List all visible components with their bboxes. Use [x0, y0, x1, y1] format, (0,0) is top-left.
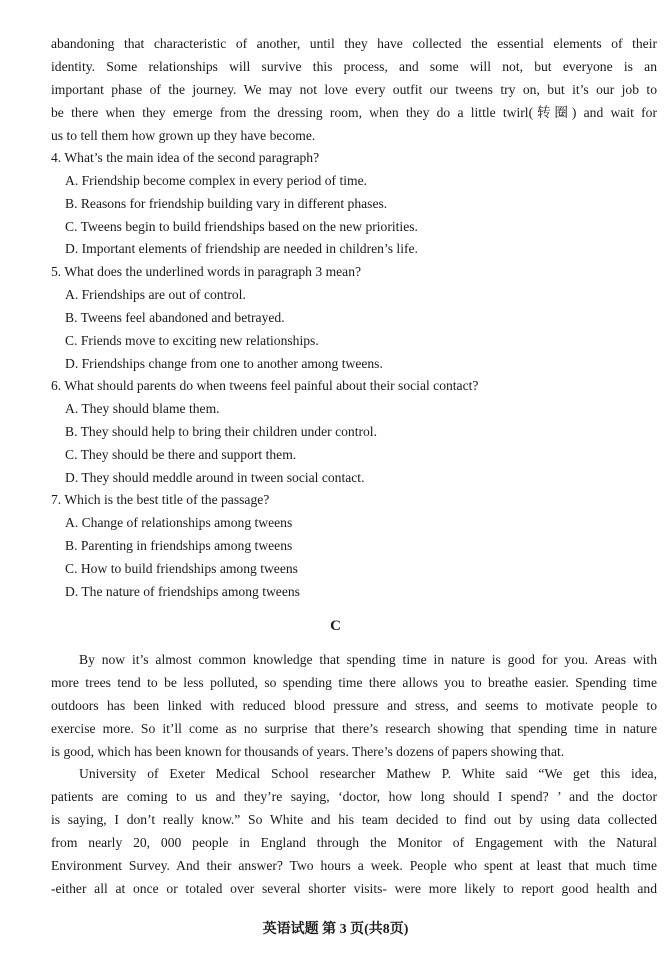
- passage-line: is saying, I don’t really know.” So White and his team decided to find out by using data collected: [51, 812, 657, 827]
- option-b: B. They should help to bring their children under control.: [65, 424, 377, 439]
- question-stem: 6. What should parents do when tweens feel painful about their social contact?: [51, 378, 479, 393]
- option-c: C. Tweens begin to build friendships based on the new priorities.: [65, 219, 418, 234]
- option-c: C. They should be there and support them.: [65, 447, 297, 462]
- passage-line: from nearly 20, 000 people in England through the Monitor of Engagement with the Natural: [51, 835, 657, 850]
- passage-line: outdoors has been linked with reduced blood pressure and stress, and seems to motivate people to: [51, 698, 657, 713]
- passage-line: more trees tend to be less polluted, so spending time there allows you to breathe easier. Spending time: [51, 675, 657, 690]
- option-d: D. Friendships change from one to another among tweens.: [65, 356, 383, 371]
- option-d: D. They should meddle around in tween social contact.: [65, 470, 365, 485]
- question-stem: 7. Which is the best title of the passage?: [51, 492, 270, 507]
- passage-line: important phase of the journey. We may not love every outfit our tweens try on, but it’s our job to: [51, 82, 657, 97]
- page-footer: 英语试题 第 3 页(共8页): [262, 922, 409, 937]
- option-d: D. The nature of friendships among tweens: [65, 584, 300, 599]
- option-b: B. Tweens feel abandoned and betrayed.: [65, 310, 285, 325]
- passage-line: abandoning that characteristic of another, until they have collected the essential elements of their: [51, 36, 657, 51]
- question-stem: 5. What does the underlined words in paragraph 3 mean?: [51, 264, 362, 279]
- option-a: A. Change of relationships among tweens: [65, 515, 293, 530]
- passage-line: is good, which has been known for thousands of years. There’s dozens of papers showing that.: [51, 744, 565, 759]
- passage-line: identity. Some relationships will survive this process, and some will not, but everyone is an: [51, 59, 657, 74]
- passage-line: By now it’s almost common knowledge that spending time in nature is good for you. Areas with: [79, 652, 657, 667]
- passage-line: Environment Survey. And their answer? Two hours a week. People who spent at least that much time: [51, 858, 657, 873]
- option-a: A. They should blame them.: [65, 401, 220, 416]
- option-d: D. Important elements of friendship are needed in children’s life.: [65, 241, 418, 256]
- option-b: B. Reasons for friendship building vary in different phases.: [65, 196, 388, 211]
- passage-line: patients are coming to us and they’re saying, ‘doctor, how long should I spend? ’ and the doctor: [51, 789, 657, 804]
- section-heading: C: [330, 618, 341, 634]
- option-a: A. Friendships are out of control.: [65, 287, 246, 302]
- passage-line: University of Exeter Medical School researcher Mathew P. White said “We get this idea,: [79, 766, 657, 781]
- option-c: C. Friends move to exciting new relationships.: [65, 333, 319, 348]
- option-c: C. How to build friendships among tweens: [65, 561, 298, 576]
- question-stem: 4. What’s the main idea of the second paragraph?: [51, 150, 320, 165]
- passage-line: exercise more. So it’ll come as no surprise that there’s research showing that spending time in nature: [51, 721, 657, 736]
- passage-line: us to tell them how grown up they have become.: [51, 128, 316, 143]
- passage-line: be there when they emerge from the dressing room, when they do a little twirl(转圈) and wait for: [51, 105, 657, 120]
- option-b: B. Parenting in friendships among tweens: [65, 538, 293, 553]
- option-a: A. Friendship become complex in every period of time.: [65, 173, 368, 188]
- passage-line: -either all at once or totaled over several shorter visits- were more likely to report good health and: [51, 881, 657, 896]
